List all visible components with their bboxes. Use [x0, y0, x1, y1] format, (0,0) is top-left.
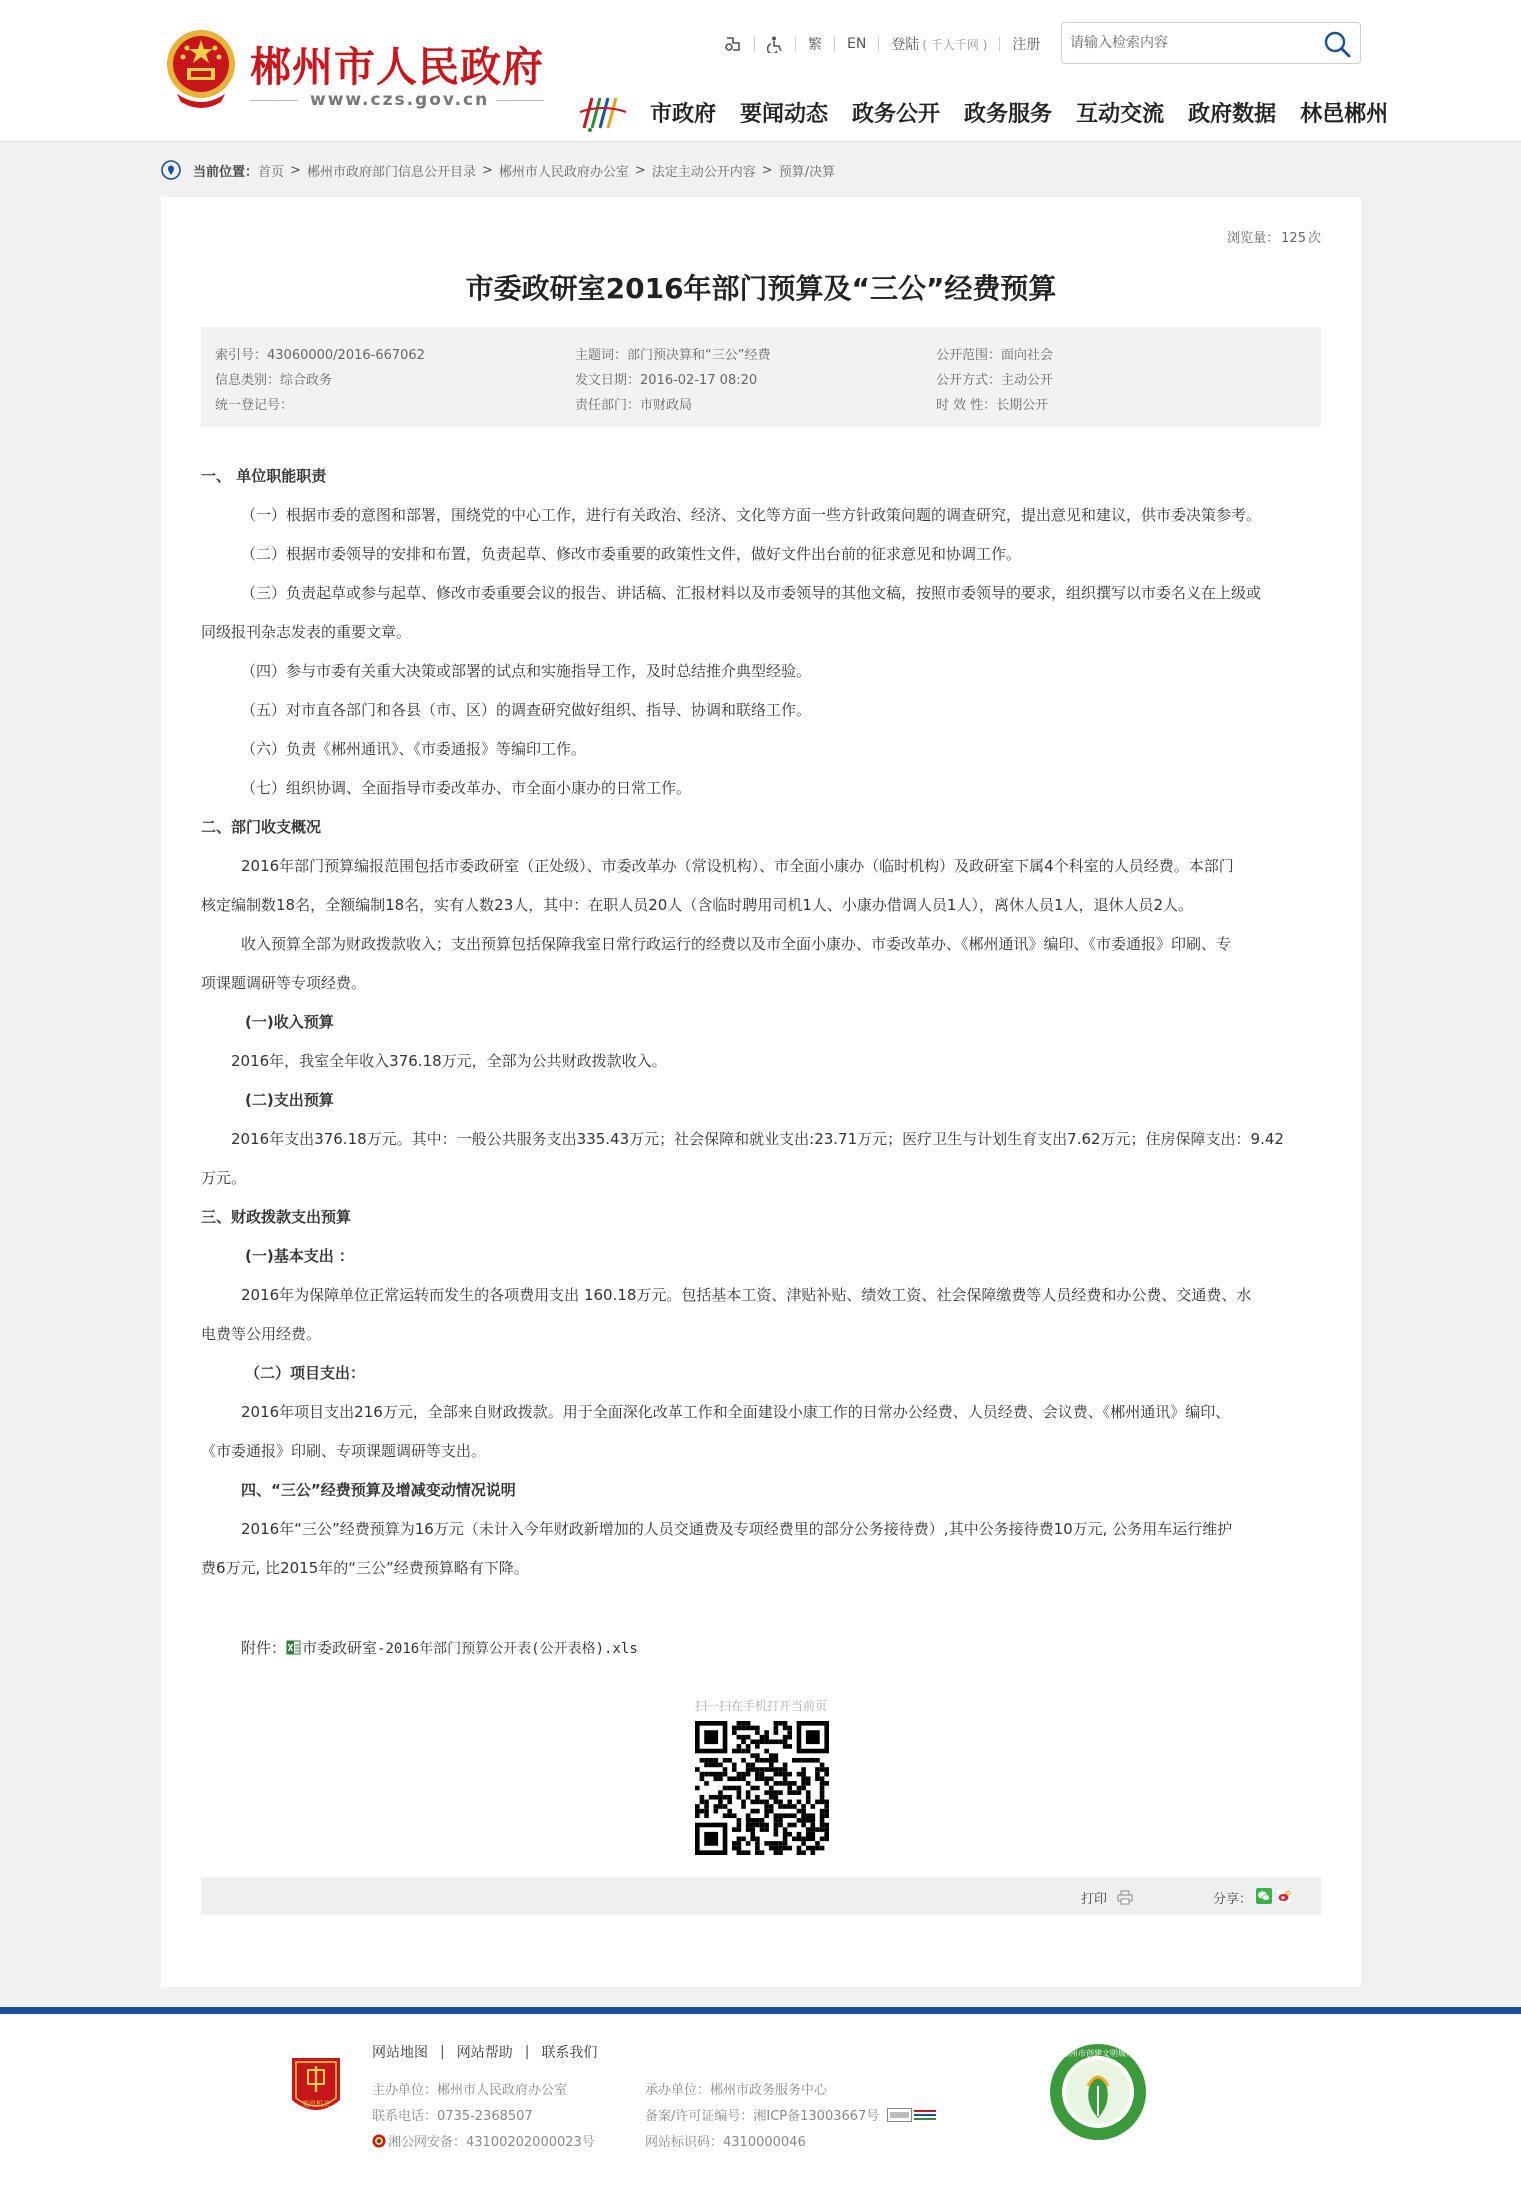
nav-item-city-government[interactable]: 市政府: [650, 102, 717, 127]
section-heading: 四、“三公”经费预算及增减变动情况说明: [241, 1481, 516, 1499]
svg-text:郴州市创建文明城市: 郴州市创建文明城市: [1062, 2049, 1134, 2058]
paragraph: 2016年“三公”经费预算为16万元（未计入今年财政新增加的人员交通费及专项经费里的部分公务接待费）,其中公务接待费10万元, 公务用车运行维护: [241, 1520, 1233, 1538]
meta-scope: 公开范围：面向社会: [936, 348, 1054, 363]
svg-text:党政机关: 党政机关: [302, 2100, 330, 2108]
breadcrumb-separator: >: [634, 162, 646, 178]
paragraph: 2016年部门预算编报范围包括市委政研室（正处级）、市委改革办（常设机构）、市全面小康办（临时机构）及政研室下属4个科室的人员经费。本部门: [241, 857, 1234, 875]
meta-topic: 主题词：部门预决算和“三公”经费: [575, 348, 771, 363]
nav-item-interaction[interactable]: 互动交流: [1076, 102, 1165, 127]
meta-index-no: 索引号：43060000/2016-667062: [215, 348, 425, 363]
print-button[interactable]: [1081, 1888, 1133, 1907]
traditional-chinese-link[interactable]: 繁: [808, 37, 822, 53]
footer-police-row: [372, 2131, 595, 2150]
footer-link-contact[interactable]: 联系我们: [541, 2045, 598, 2061]
police-badge-icon: [372, 2134, 386, 2148]
nav-item-government-affairs[interactable]: 政务公开: [852, 102, 941, 127]
attachment-label: 附件：: [241, 1639, 287, 1657]
register-link[interactable]: 注册: [1012, 37, 1041, 53]
breadcrumb-statutory[interactable]: 法定主动公开内容: [651, 164, 756, 180]
breadcrumb: [161, 159, 835, 181]
breadcrumb-separator: >: [481, 162, 493, 178]
beian-badge-icon: [887, 2108, 937, 2122]
subsection-heading: （二）项目支出：: [245, 1364, 366, 1382]
paragraph: 同级报刊杂志发表的重要文章。: [201, 623, 412, 641]
meta-date: 发文日期：2016-02-17 08:20: [575, 373, 758, 388]
paragraph: 2016年项目支出216万元，全部来自财政拨款。用于全面深化改革工作和全面建设小康工作的日常办公经费、人员经费、会议费、《郴州通讯》编印、: [241, 1403, 1231, 1421]
breadcrumb-separator: >: [290, 162, 301, 178]
nav-logo-icon: [578, 90, 628, 134]
site-title: 郴州市人民政府: [250, 43, 544, 91]
footer-undertaker: 承办单位：郴州市政务服务中心: [645, 2083, 828, 2098]
share-icons: [1256, 1888, 1296, 1904]
footer-links: [372, 2042, 597, 2062]
paragraph: 收入预算全部为财政拨款收入；支出预算包括保障我室日常行政运行的经费以及市全面小康办、市委改革办、《郴州通讯》编印、《市委通报》印刷、专: [241, 935, 1232, 953]
paragraph: 费6万元, 比2015年的“三公”经费预算略有下降。: [201, 1559, 529, 1577]
nav-item-linyi-chenzhou[interactable]: 林邑郴州: [1300, 102, 1389, 127]
paragraph: 2016年为保障单位正常运转而发生的各项费用支出 160.18万元。包括基本工资、津贴补贴、绩效工资、社会保障缴费等人员经费和办公费、交通费、水: [241, 1286, 1252, 1304]
top-links: [724, 34, 1040, 54]
nav-item-government-data[interactable]: 政府数据: [1188, 102, 1277, 127]
footer-icp[interactable]: 备案/许可证编号：湘ICP备13003667号: [645, 2109, 880, 2124]
paragraph: （二）根据市委领导的安排和布置，负责起草、修改市委重要的政策性文件，做好文件出台前的征求意见和协调工作。: [241, 545, 1022, 563]
attachment-name-cn: 市委政研室: [302, 1639, 378, 1657]
divider: |: [440, 2044, 445, 2060]
breadcrumb-separator: >: [761, 162, 773, 178]
nav-item-services[interactable]: 政务服务: [964, 102, 1053, 127]
meta-validity: 时 效 性：长期公开: [936, 398, 1049, 413]
attachment-name-rest: -2016年部门预算公开表(公开表格).xls: [377, 1641, 638, 1657]
qr-code-icon: [695, 1721, 829, 1855]
breadcrumb-label: 当前位置：: [193, 164, 259, 180]
paragraph: 2016年，我室全年收入376.18万元，全部为公共财政拨款收入。: [231, 1052, 667, 1070]
divider: [795, 37, 796, 51]
share-label: 分享：: [1213, 1892, 1253, 1907]
civilized-city-badge-icon: [1048, 2042, 1148, 2142]
accessibility-icon[interactable]: [767, 36, 783, 53]
nav-item-news[interactable]: 要闻动态: [740, 102, 829, 127]
paragraph: 2016年支出376.18万元。其中：一般公共服务支出335.43万元；社会保障和就业支出:23.71万元；医疗卫生与计划生育支出7.62万元；住房保障支出：9.42: [231, 1130, 1284, 1148]
wechat-icon[interactable]: [1256, 1888, 1272, 1904]
divider: [754, 37, 755, 51]
section-heading: 三、财政拨款支出预算: [201, 1208, 352, 1226]
location-pin-icon: [161, 160, 181, 180]
paragraph: 《市委通报》印刷、专项课题调研等支出。: [201, 1442, 487, 1460]
print-label: 打印: [1081, 1892, 1108, 1907]
login-link[interactable]: 登陆: [891, 37, 920, 53]
paragraph: （一）根据市委的意图和部署，围绕党的中心工作，进行有关政治、经济、文化等方面一些方针政策问题的调查研究，提出意见和建议，供市委决策参考。: [241, 506, 1262, 524]
breadcrumb-catalog[interactable]: 郴州市政府部门信息公开目录: [306, 164, 476, 180]
paragraph: 项课题调研等专项经费。: [201, 974, 367, 992]
subsection-heading: (二)支出预算: [245, 1091, 334, 1109]
footer-site-id: 网站标识码：4310000046: [645, 2135, 806, 2150]
view-count: [1225, 227, 1321, 246]
breadcrumb-office[interactable]: 郴州市人民政府办公室: [498, 164, 629, 180]
section-heading: 二、部门收支概况: [201, 818, 322, 836]
paragraph: 万元。: [201, 1169, 247, 1187]
paragraph: （五）对市直各部门和各县（市、区）的调查研究做好组织、指导、协调和联络工作。: [241, 701, 812, 719]
printer-icon: [1117, 1890, 1133, 1905]
search-input[interactable]: [1070, 31, 1310, 55]
paragraph: 电费等公用经费。: [201, 1325, 322, 1343]
paragraph: 核定编制数18名，全额编制18名，实有人数23人，其中：在职人员20人（含临时聘用司机1人、小康办借调人员1人），离休人员1人，退休人员2人。: [201, 896, 1194, 914]
meta-category: 信息类别：综合政务: [215, 373, 333, 388]
divider: [878, 37, 879, 51]
divider: |: [524, 2044, 530, 2060]
footer-icp-row: [645, 2105, 937, 2124]
breadcrumb-home[interactable]: 首页: [258, 164, 285, 180]
paragraph: （四）参与市委有关重大决策或部署的试点和实施指导工作，及时总结推介典型经验。: [241, 662, 812, 680]
english-link[interactable]: EN: [847, 36, 867, 52]
meta-mode: 公开方式：主动公开: [936, 373, 1054, 388]
views-unit: 次: [1307, 231, 1321, 246]
site-header: [0, 0, 1521, 142]
paragraph: （六）负责《郴州通讯》、《市委通报》等编印工作。: [241, 740, 587, 758]
article-meta: [201, 327, 1321, 427]
party-government-badge-icon: [288, 2054, 344, 2122]
footer-contact: 联系电话：0735-2368507: [372, 2109, 533, 2124]
site-domain-row: [250, 90, 546, 112]
excel-file-icon: [286, 1640, 301, 1655]
site-footer: [0, 2007, 1521, 2187]
national-emblem-icon: [163, 24, 239, 112]
footer-link-help[interactable]: 网站帮助: [456, 2045, 513, 2061]
weibo-icon[interactable]: [1276, 1888, 1292, 1904]
subsection-heading: (一)收入预算: [245, 1013, 334, 1031]
divider: [496, 100, 544, 101]
footer-link-sitemap[interactable]: 网站地图: [372, 2045, 428, 2061]
login-note: ( 千人千网 ): [922, 37, 988, 52]
footer-host: 主办单位：郴州市人民政府办公室: [372, 2083, 568, 2098]
attachment: [241, 1637, 638, 1658]
footer-police[interactable]: 湘公网安备：43100202000023号: [388, 2135, 595, 2150]
article-container: [161, 197, 1361, 1987]
qr-caption: 扫一扫在手机打开当前页: [694, 1699, 827, 1713]
site-domain: www.czs.gov.cn: [310, 90, 490, 110]
meta-dept: 责任部门：市财政局: [575, 398, 693, 413]
divider: [834, 37, 835, 51]
views-count: 125: [1281, 231, 1306, 246]
divider: [999, 37, 1000, 51]
search-icon[interactable]: [1322, 29, 1352, 59]
paragraph: （三）负责起草或参与起草、修改市委重要会议的报告、讲话稿、汇报材料以及市委领导的其他文稿，按照市委领导的要求，组织撰写以市委名义在上级或: [241, 584, 1262, 602]
divider: [250, 100, 298, 101]
breadcrumb-budget[interactable]: 预算/决算: [778, 164, 836, 180]
meta-reg-no: 统一登记号：: [215, 398, 294, 413]
attachment-link[interactable]: [302, 1637, 638, 1658]
search-box: [1061, 22, 1361, 64]
section-heading: 一、 单位职能职责: [201, 467, 327, 485]
article-title: 市委政研室2016年部门预算及“三公”经费预算: [465, 272, 1057, 305]
main-nav: [650, 97, 1388, 128]
barrier-free-icon[interactable]: [724, 36, 742, 52]
paragraph: （七）组织协调、全面指导市委改革办、市全面小康办的日常工作。: [241, 779, 692, 797]
share-bar: [201, 1877, 1321, 1915]
subsection-heading: (一)基本支出 ：: [245, 1247, 354, 1265]
views-label: 浏览量：: [1227, 231, 1280, 246]
